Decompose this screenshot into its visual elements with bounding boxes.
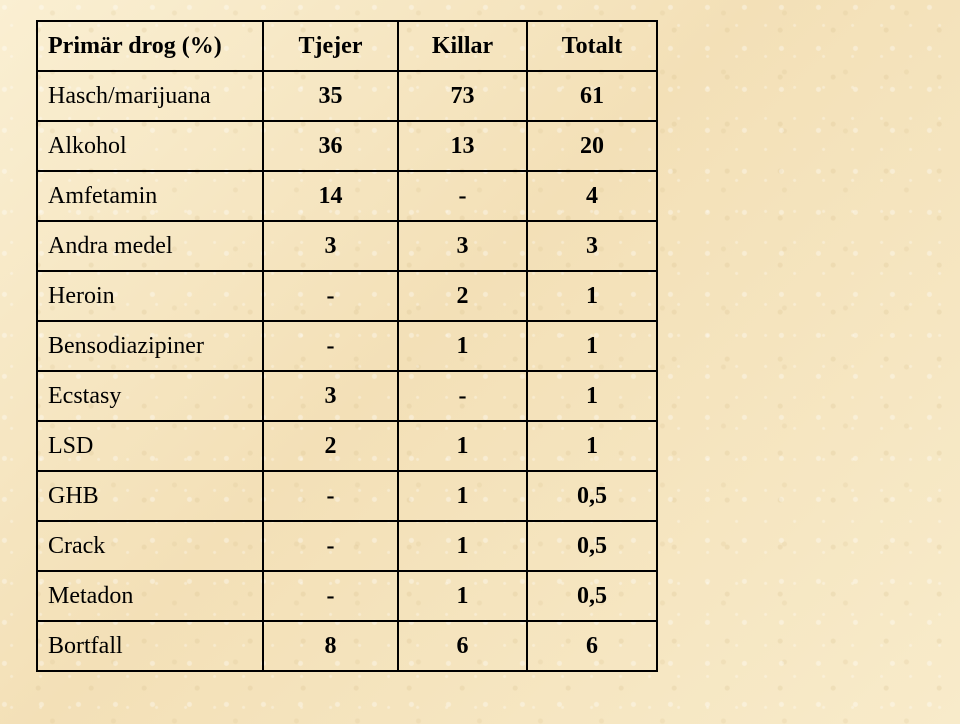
girls-value-cell: - (263, 571, 398, 621)
header-primary-drug: Primär drog (%) (37, 21, 263, 71)
header-total: Totalt (527, 21, 657, 71)
drug-name-cell: Ecstasy (37, 371, 263, 421)
drug-name-cell: Metadon (37, 571, 263, 621)
total-value-cell: 1 (527, 421, 657, 471)
boys-value-cell: 13 (398, 121, 527, 171)
boys-value-cell: 1 (398, 421, 527, 471)
drug-name-cell: Heroin (37, 271, 263, 321)
girls-value-cell: - (263, 271, 398, 321)
drug-name-cell: Alkohol (37, 121, 263, 171)
girls-value-cell: 2 (263, 421, 398, 471)
drug-name-cell: Andra medel (37, 221, 263, 271)
drug-name-cell: Bensodiazipiner (37, 321, 263, 371)
total-value-cell: 20 (527, 121, 657, 171)
boys-value-cell: 1 (398, 471, 527, 521)
table-row (37, 321, 657, 371)
header-girls: Tjejer (263, 21, 398, 71)
total-value-cell: 4 (527, 171, 657, 221)
table-row (37, 221, 657, 271)
girls-value-cell: 3 (263, 371, 398, 421)
total-value-cell: 6 (527, 621, 657, 671)
total-value-cell: 1 (527, 321, 657, 371)
girls-value-cell: 14 (263, 171, 398, 221)
header-boys: Killar (398, 21, 527, 71)
girls-value-cell: - (263, 321, 398, 371)
table-row (37, 121, 657, 171)
table-row (37, 71, 657, 121)
boys-value-cell: - (398, 371, 527, 421)
total-value-cell: 3 (527, 221, 657, 271)
girls-value-cell: 36 (263, 121, 398, 171)
total-value-cell: 0,5 (527, 521, 657, 571)
drug-name-cell: Bortfall (37, 621, 263, 671)
table-row (37, 471, 657, 521)
total-value-cell: 1 (527, 371, 657, 421)
girls-value-cell: 8 (263, 621, 398, 671)
boys-value-cell: 6 (398, 621, 527, 671)
girls-value-cell: - (263, 471, 398, 521)
drug-name-cell: Crack (37, 521, 263, 571)
total-value-cell: 61 (527, 71, 657, 121)
boys-value-cell: 1 (398, 521, 527, 571)
table-row (37, 371, 657, 421)
drug-name-cell: Amfetamin (37, 171, 263, 221)
drug-name-cell: LSD (37, 421, 263, 471)
girls-value-cell: 3 (263, 221, 398, 271)
boys-value-cell: 2 (398, 271, 527, 321)
table-row (37, 571, 657, 621)
table-header-row (37, 21, 657, 71)
drug-name-cell: GHB (37, 471, 263, 521)
drug-table-container (36, 20, 658, 672)
table-row (37, 171, 657, 221)
girls-value-cell: 35 (263, 71, 398, 121)
boys-value-cell: - (398, 171, 527, 221)
table-row (37, 621, 657, 671)
total-value-cell: 0,5 (527, 571, 657, 621)
table-row (37, 271, 657, 321)
girls-value-cell: - (263, 521, 398, 571)
boys-value-cell: 3 (398, 221, 527, 271)
boys-value-cell: 73 (398, 71, 527, 121)
drug-name-cell: Hasch/marijuana (37, 71, 263, 121)
table-row (37, 421, 657, 471)
table-row (37, 521, 657, 571)
drug-table (36, 20, 658, 672)
boys-value-cell: 1 (398, 571, 527, 621)
total-value-cell: 1 (527, 271, 657, 321)
boys-value-cell: 1 (398, 321, 527, 371)
total-value-cell: 0,5 (527, 471, 657, 521)
